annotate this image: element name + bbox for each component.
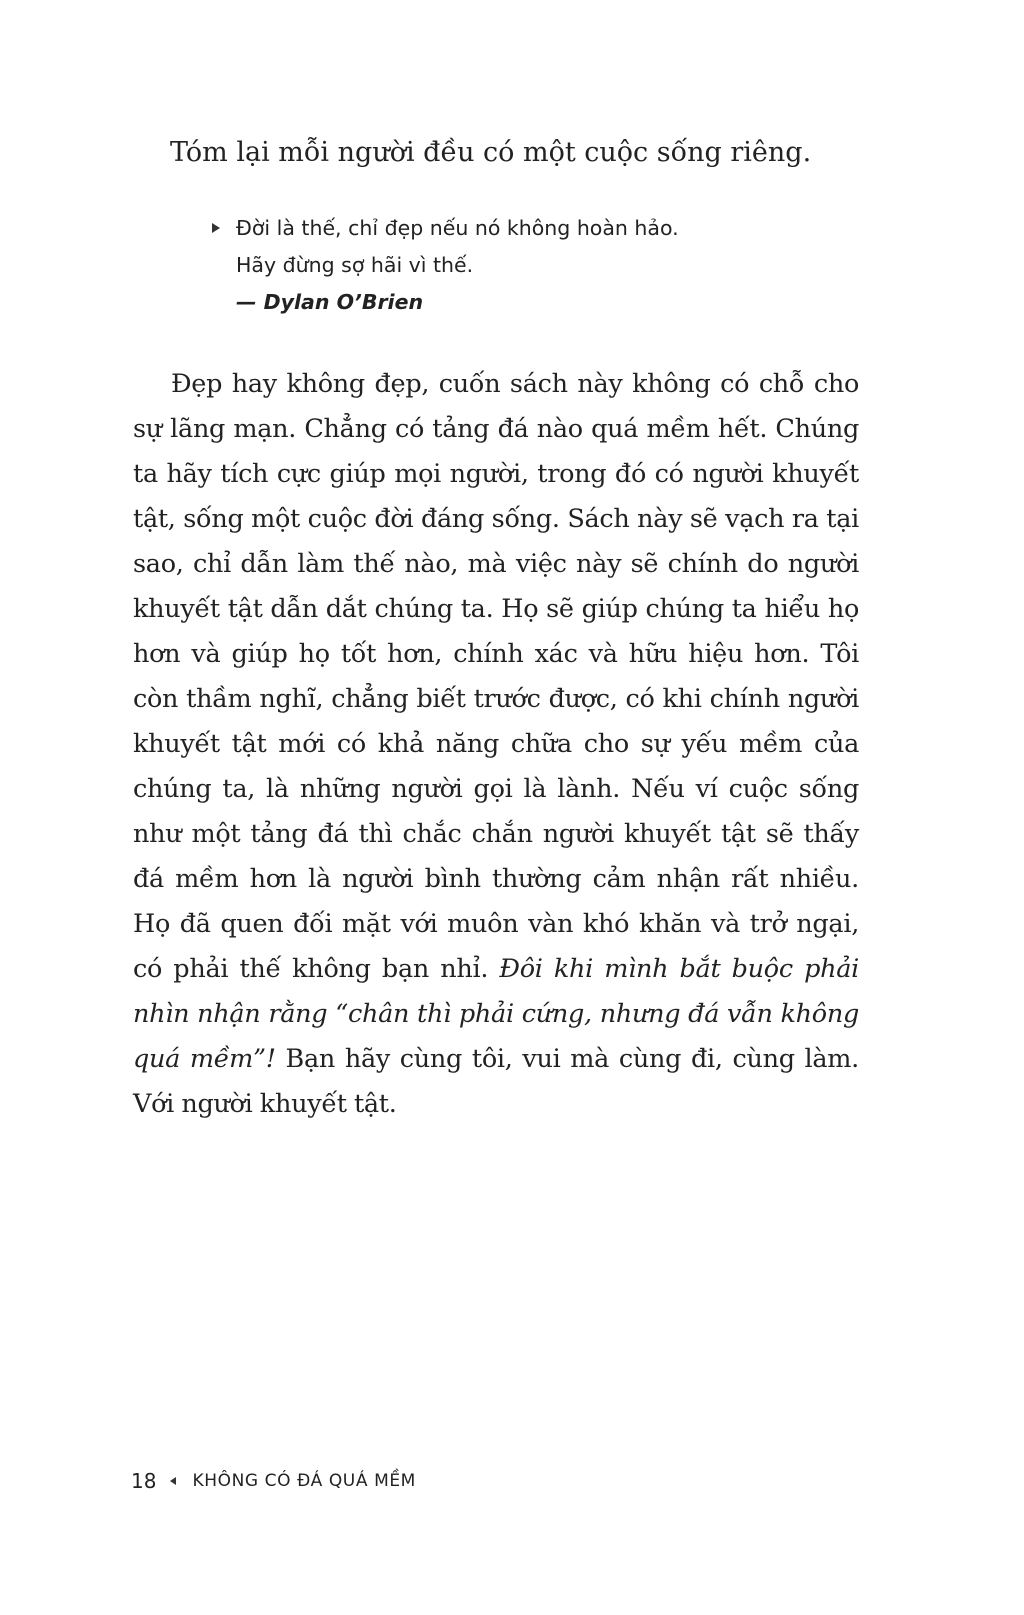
page-number: 18 [131, 1469, 157, 1493]
triangle-bullet-icon [212, 223, 220, 233]
triangle-left-icon [170, 1477, 176, 1485]
quote-line-1: Đời là thế, chỉ đẹp nếu nó không hoàn hảo. [236, 216, 679, 240]
quote-text-block [236, 210, 679, 321]
lead-sentence: Tóm lại mỗi người đều có một cuộc sống riêng. [170, 137, 812, 168]
quote-line-2: Hãy đừng sợ hãi vì thế. [236, 253, 474, 277]
quote-author: — Dylan O’Brien [236, 290, 424, 314]
body-italic-emphasis: Đôi khi mình bắt buộc phải nhìn nhận rằng “chân thì phải cứng, nhưng đá vẫn không quá mềm”! [133, 954, 859, 1074]
body-paragraph [133, 362, 859, 1127]
body-text-part-2: Bạn hãy cùng tôi, vui mà cùng đi, cùng làm. Với người khuyết tật. [133, 1044, 859, 1119]
body-text-part-1: Đẹp hay không đẹp, cuốn sách này không có chỗ cho sự lãng mạn. Chẳng có tảng đá nào quá mềm hết. Chúng ta hãy tích cực giúp mọi người, trong đó có người khuyết tật, sống một cuộc đời đáng sống. Sách này sẽ vạch ra tại sao, chỉ dẫn làm thế nào, mà việc này sẽ chính do người khuyết tật dẫn dắt chúng ta. Họ sẽ giúp chúng ta hiểu họ hơn và giúp họ tốt hơn, chính xác và hữu hiệu hơn. Tôi còn thầm nghĩ, chẳng biết trước được, có khi chính người khuyết tật mới có khả năng chữa cho sự yếu mềm của chúng ta, là những người gọi là lành. Nếu ví cuộc sống như một tảng đá thì chắc chắn người khuyết tật sẽ thấy đá mềm hơn là người bình thường cảm nhận rất nhiều. Họ đã quen đối mặt với muôn vàn khó khăn và trở ngại, có phải thế không bạn nhỉ. [133, 369, 859, 984]
running-title: KHÔNG CÓ ĐÁ QUÁ MỀM [192, 1471, 416, 1491]
page-footer [131, 1469, 416, 1493]
